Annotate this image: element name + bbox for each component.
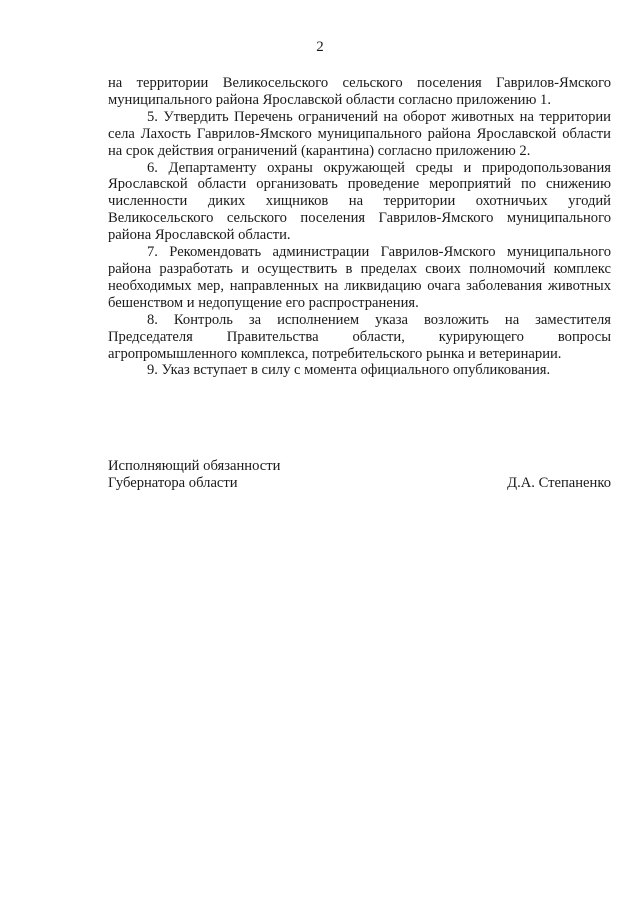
- paragraph-item-7: 7. Рекомендовать администрации Гаврилов-Ямского муниципального района разработать и осуществить в пределах своих полномочий комплекс необходимых мер, направленных на ликвидацию очага заболевания животных бешенством и недопущение его распространения.: [108, 244, 611, 311]
- paragraph-continuation: на территории Великосельского сельского поселения Гаврилов-Ямского муниципального района Ярославской области согласно приложению 1.: [108, 75, 611, 108]
- paragraph-item-5: 5. Утвердить Перечень ограничений на оборот животных на территории села Лахость Гаврилов-Ямского муниципального района Ярославской области на срок действия ограничений (карантина) согласно приложению 2.: [108, 108, 611, 159]
- signatory-title-line1: Исполняющий обязанности: [108, 458, 281, 474]
- signatory-title-line2: Губернатора области: [108, 475, 238, 491]
- paragraph-item-9: 9. Указ вступает в силу с момента официального опубликования.: [147, 362, 551, 379]
- paragraph-item-6: 6. Департаменту охраны окружающей среды и природопользования Ярославской области организовать проведение мероприятий по снижению численности диких хищников на территории охотничьих угодий Великосельского сельского поселения Гаврилов-Ямского муниципального района Ярославской области.: [108, 159, 611, 244]
- paragraph-item-8: 8. Контроль за исполнением указа возложить на заместителя Председателя Правительства области, курирующего вопросы агропромышленного комплекса, потребительского рынка и ветеринарии.: [108, 311, 611, 362]
- page-number: 2: [316, 39, 324, 55]
- document-body: [108, 75, 611, 379]
- signature-block: [108, 458, 611, 492]
- signatory-name: Д.А. Степаненко: [507, 475, 611, 491]
- signature-line: [108, 475, 611, 492]
